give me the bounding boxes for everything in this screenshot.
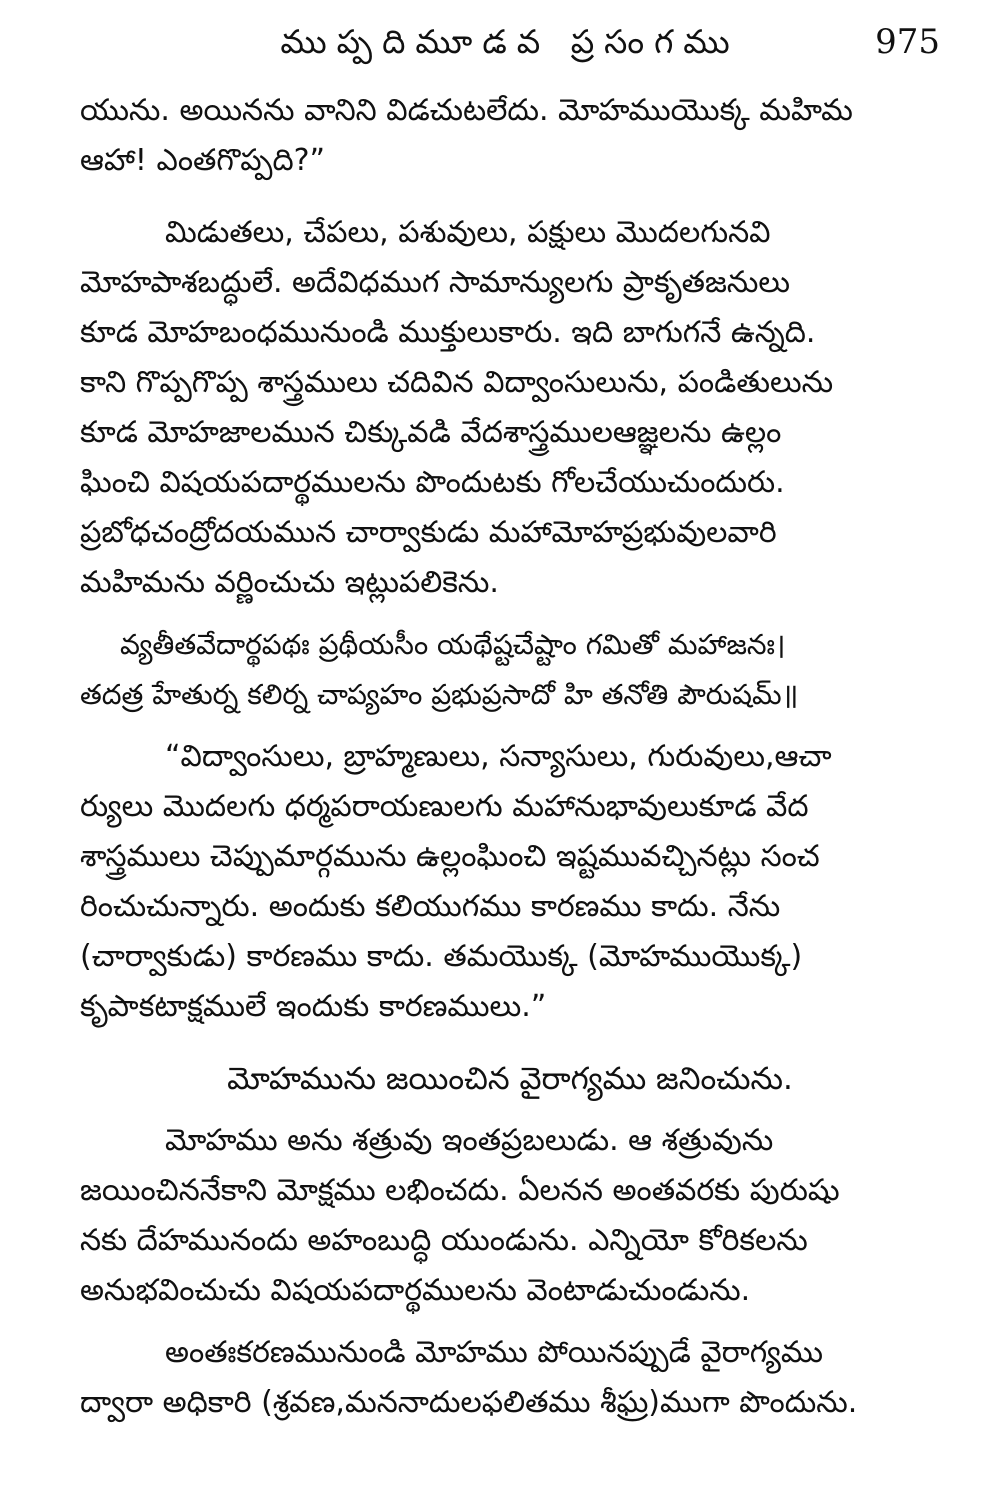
section-heading: మోహమును జయించిన వైరాగ్యము జనించును. bbox=[227, 1061, 793, 1097]
text-line: ప్రబోధచంద్రోదయమున చార్వాకుడు మహామోహప్రభువులవారి bbox=[80, 515, 777, 550]
text-line: జయించిననేకాని మోక్షము లభించదు. ఏలనన అంతవరకు పురుషు bbox=[80, 1173, 840, 1208]
text-line: మిడుతలు, చేపలు, పశువులు, పక్షులు మొదలగునవి bbox=[165, 215, 771, 250]
text-line: ద్వారా అధికారి (శ్రవణ,మననాదులఫలితము శీఘ్ర)ముగా పొందును. bbox=[80, 1385, 858, 1420]
text-line: ఘించి విషయపదార్థములను పొందుటకు గోలచేయుచుందురు. bbox=[80, 465, 785, 500]
paragraph bbox=[80, 732, 940, 1032]
text-line: ఆహా! ఎంతగొప్పది?” bbox=[80, 143, 326, 178]
text-line: “విద్వాంసులు, బ్రాహ్మణులు, సన్యాసులు, గురువులు,ఆచా bbox=[165, 739, 832, 774]
text-line: రించుచున్నారు. అందుకు కలియుగము కారణము కాదు. నేను bbox=[80, 889, 781, 924]
paragraph bbox=[80, 1328, 940, 1428]
paragraph bbox=[80, 208, 940, 608]
text-line: ర్యులు మొదలగు ధర్మపరాయణులగు మహానుభావులుకూడ వేద bbox=[80, 789, 809, 824]
body-text bbox=[80, 86, 940, 1428]
text-line: నకు దేహమునందు అహంబుద్ధి యుండును. ఎన్నియో కోరికలను bbox=[80, 1223, 808, 1258]
verse-line: వ్యతీతవేదార్థపథః ప్రథీయసీం యథేష్టచేష్టాం గమితో మహాజనః। bbox=[120, 628, 786, 661]
paragraph bbox=[80, 86, 940, 186]
running-head: ముప్పదిమూడవ ప్రసంగము bbox=[280, 22, 740, 61]
page-header bbox=[80, 14, 940, 70]
verse-line: తదత్ర హేతుర్న కలిర్న చాప్యహం ప్రభుప్రసాదో హి తనోతి పౌరుషమ్॥ bbox=[80, 678, 799, 711]
paragraph bbox=[80, 1116, 940, 1316]
text-line: అంతఃకరణమునుండి మోహము పోయినప్పుడే వైరాగ్యము bbox=[165, 1335, 823, 1370]
text-line: మోహపాశబద్ధులే. అదేవిధముగ సామాన్యులగు ప్రాకృతజనులు bbox=[80, 265, 790, 300]
text-line: కూడ మోహజాలమున చిక్కువడి వేదశాస్త్రములఆజ్ఞలను ఉల్లం bbox=[80, 415, 782, 450]
text-line: కాని గొప్పగొప్ప శాస్త్రములు చదివిన విద్వాంసులును, పండితులును bbox=[80, 365, 834, 400]
text-line: అనుభవించుచు విషయపదార్థములను వెంటాడుచుండును. bbox=[80, 1273, 751, 1308]
text-line: యును. అయినను వానిని విడచుటలేదు. మోహముయొక్క మహిమ bbox=[80, 93, 853, 128]
text-line: (చార్వాకుడు) కారణము కాదు. తమయొక్క (మోహముయొక్క) bbox=[80, 939, 803, 974]
page-number: 975 bbox=[875, 22, 940, 62]
text-line: శాస్త్రములు చెప్పుమార్గమును ఉల్లంఘించి ఇష్టమువచ్చినట్లు సంచ bbox=[80, 839, 820, 874]
text-line: మోహము అను శత్రువు ఇంతప్రబలుడు. ఆ శత్రువును bbox=[165, 1123, 774, 1158]
sanskrit-verse bbox=[80, 620, 940, 720]
text-line: కృపాకటాక్షములే ఇందుకు కారణములు.” bbox=[80, 989, 547, 1024]
text-line: కూడ మోహబంధమునుండి ముక్తులుకారు. ఇది బాగుగనే ఉన్నది. bbox=[80, 315, 816, 350]
text-line: మహిమను వర్ణించుచు ఇట్లుపలికెను. bbox=[80, 565, 499, 600]
